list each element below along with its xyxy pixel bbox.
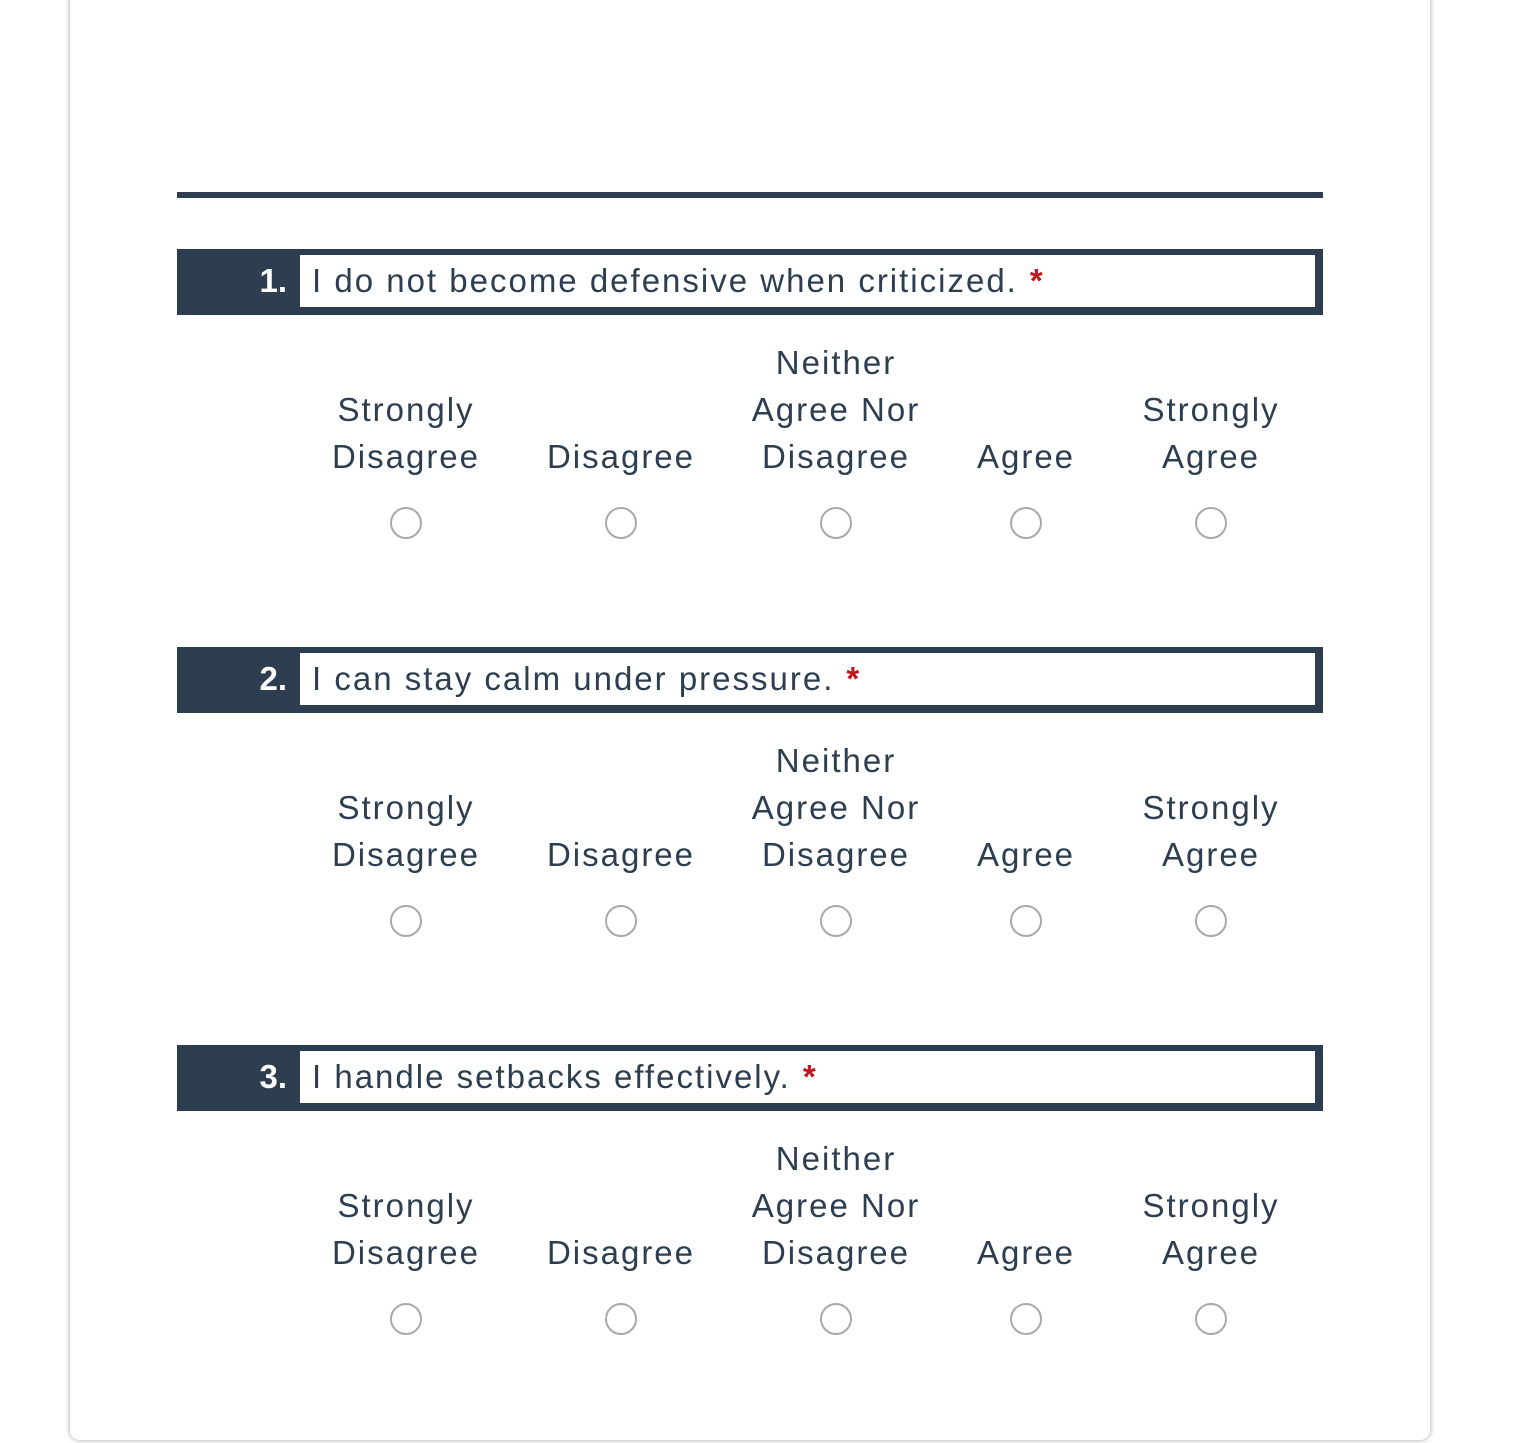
radio-disagree[interactable] [605, 1303, 637, 1335]
option-label: Disagree [546, 836, 696, 873]
radio-strongly-agree[interactable] [1195, 1303, 1227, 1335]
option-strongly-agree [1106, 1135, 1316, 1335]
radio-agree[interactable] [1010, 1303, 1042, 1335]
required-asterisk: * [846, 660, 862, 697]
question-block-1 [177, 249, 1323, 647]
option-strongly-disagree [301, 1135, 511, 1335]
question-text: I can stay calm under pressure. [312, 660, 835, 697]
radio-strongly-disagree[interactable] [390, 1303, 422, 1335]
option-label: Strongly Agree [1142, 789, 1280, 873]
option-agree [921, 339, 1131, 539]
option-label: Neither Agree Nor Disagree [751, 344, 921, 475]
option-strongly-disagree [301, 737, 511, 937]
radio-disagree[interactable] [605, 905, 637, 937]
option-label: Disagree [546, 1234, 696, 1271]
question-text-box [300, 255, 1315, 307]
question-number: 3. [259, 1058, 287, 1095]
option-strongly-disagree [301, 339, 511, 539]
radio-agree[interactable] [1010, 905, 1042, 937]
option-label: Agree [976, 438, 1076, 475]
option-label: Strongly Agree [1142, 1187, 1280, 1271]
question-number: 2. [259, 660, 287, 697]
section-divider [177, 192, 1323, 198]
option-disagree [516, 737, 726, 937]
option-label: Neither Agree Nor Disagree [751, 1140, 921, 1271]
question-text-line [312, 1051, 818, 1103]
option-label: Strongly Agree [1142, 391, 1280, 475]
radio-disagree[interactable] [605, 507, 637, 539]
radio-strongly-agree[interactable] [1195, 905, 1227, 937]
question-text-line [312, 653, 861, 705]
option-label: Strongly Disagree [331, 391, 481, 475]
question-header [177, 249, 1323, 315]
option-label: Disagree [546, 438, 696, 475]
question-text: I handle setbacks effectively. [312, 1058, 791, 1095]
option-neutral [731, 339, 941, 539]
radio-agree[interactable] [1010, 507, 1042, 539]
question-header [177, 1045, 1323, 1111]
radio-strongly-agree[interactable] [1195, 507, 1227, 539]
question-block-3 [177, 1045, 1323, 1443]
required-asterisk: * [802, 1058, 818, 1095]
option-label: Agree [976, 836, 1076, 873]
radio-neutral[interactable] [820, 1303, 852, 1335]
option-disagree [516, 339, 726, 539]
question-text-box [300, 653, 1315, 705]
question-block-2 [177, 647, 1323, 1045]
option-label: Agree [976, 1234, 1076, 1271]
question-text: I do not become defensive when criticized. [312, 262, 1018, 299]
option-label: Strongly Disagree [331, 1187, 481, 1271]
question-header [177, 647, 1323, 713]
radio-neutral[interactable] [820, 905, 852, 937]
radio-strongly-disagree[interactable] [390, 905, 422, 937]
option-label: Neither Agree Nor Disagree [751, 742, 921, 873]
required-asterisk: * [1029, 262, 1045, 299]
option-neutral [731, 1135, 941, 1335]
question-text-box [300, 1051, 1315, 1103]
question-text-line [312, 255, 1045, 307]
option-label: Strongly Disagree [331, 789, 481, 873]
option-strongly-agree [1106, 339, 1316, 539]
option-agree [921, 1135, 1131, 1335]
radio-neutral[interactable] [820, 507, 852, 539]
option-strongly-agree [1106, 737, 1316, 937]
option-disagree [516, 1135, 726, 1335]
question-number: 1. [259, 262, 287, 299]
radio-strongly-disagree[interactable] [390, 507, 422, 539]
option-agree [921, 737, 1131, 937]
option-neutral [731, 737, 941, 937]
